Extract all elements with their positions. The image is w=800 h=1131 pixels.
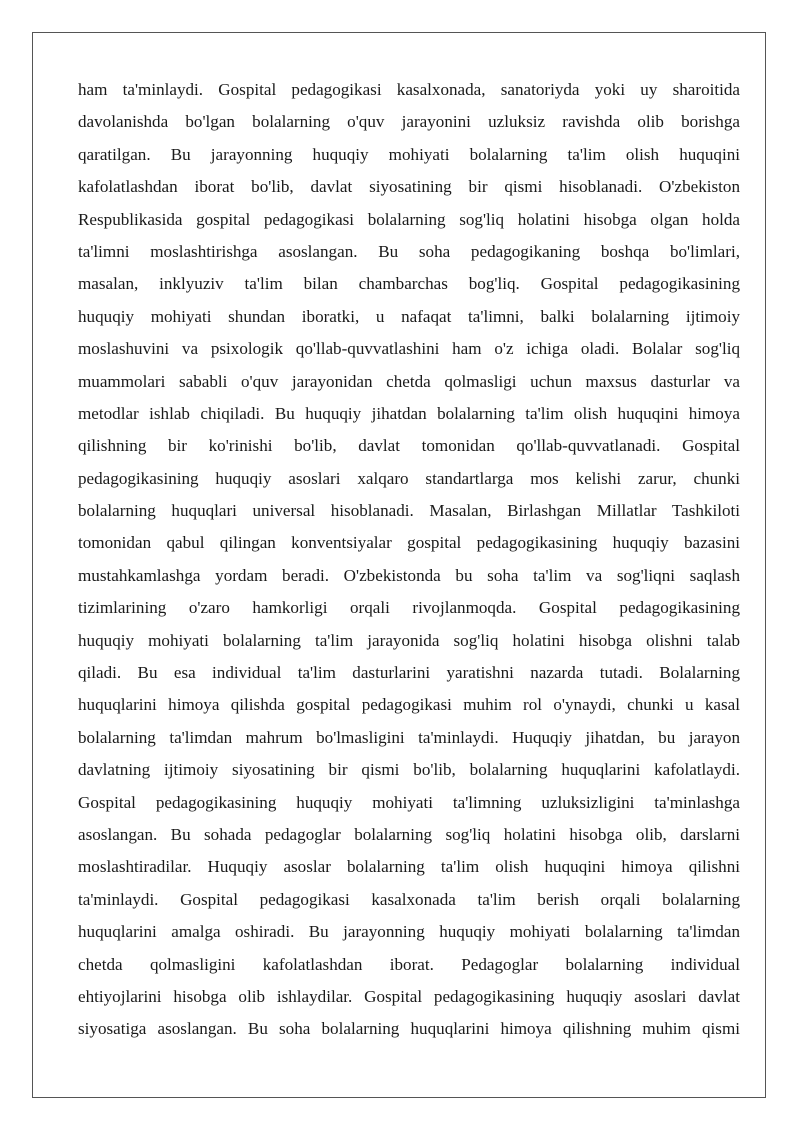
text-line: metodlar ishlab chiqiladi. Bu huquqiy jihatdan bolalarning ta'lim olish huquqini himoya <box>78 403 740 423</box>
body-paragraph <box>78 74 740 1046</box>
text-line: ta'limni moslashtirishga asoslangan. Bu soha pedagogikaning boshqa bo'limlari, <box>78 241 740 261</box>
text-line: moslashuvini va psixologik qo'llab-quvvatlashini ham o'z ichiga oladi. Bolalar sog'liq <box>78 339 740 359</box>
text-line: muammolari sababli o'quv jarayonidan chetda qolmasligi uchun maxsus dasturlar va <box>78 371 740 391</box>
text-line: masalan, inklyuziv ta'lim bilan chambarchas bog'liq. Gospital pedagogikasining <box>78 274 740 294</box>
text-line: kafolatlashdan iborat bo'lib, davlat siyosatining bir qismi hisoblanadi. O'zbekiston <box>78 177 740 197</box>
text-line: qilishning bir ko'rinishi bo'lib, davlat tomonidan qo'llab-quvvatlanadi. Gospital <box>78 436 740 456</box>
text-line: ehtiyojlarini hisobga olib ishlaydilar. Gospital pedagogikasining huquqiy asoslari davlat <box>78 986 740 1006</box>
text-line: ham ta'minlaydi. Gospital pedagogikasi kasalxonada, sanatoriyda yoki uy sharoitida <box>78 80 740 99</box>
text-line: moslashtiradilar. Huquqiy asoslar bolalarning ta'lim olish huquqini himoya qilishni <box>78 857 740 877</box>
text-line: qiladi. Bu esa individual ta'lim dasturlarini yaratishni nazarda tutadi. Bolalarning <box>78 663 740 683</box>
text-line: huquqiy mohiyati shundan iboratki, u nafaqat ta'limni, balki bolalarning ijtimoiy <box>78 306 740 326</box>
text-line: davlatning ijtimoiy siyosatining bir qismi bo'lib, bolalarning huquqlarini kafolatlaydi. <box>78 760 740 780</box>
text-line: bolalarning ta'limdan mahrum bo'lmasligini ta'minlaydi. Huquqiy jihatdan, bu jarayon <box>78 727 740 747</box>
text-line: tomonidan qabul qilingan konventsiyalar gospital pedagogikasining huquqiy bazasini <box>78 533 740 553</box>
text-line: davolanishda bo'lgan bolalarning o'quv jarayonini uzluksiz ravishda olib borishga <box>78 112 740 132</box>
text-line: siyosatiga asoslangan. Bu soha bolalarning huquqlarini himoya qilishning muhim qismi <box>78 1019 740 1039</box>
text-line: chetda qolmasligini kafolatlashdan iborat. Pedagoglar bolalarning individual <box>78 954 740 974</box>
text-line: tizimlarining o'zaro hamkorligi orqali rivojlanmoqda. Gospital pedagogikasining <box>78 598 740 618</box>
text-line: huquqiy mohiyati bolalarning ta'lim jarayonida sog'liq holatini hisobga olishni talab <box>78 630 740 650</box>
text-line: pedagogikasining huquqiy asoslari xalqaro standartlarga mos kelishi zarur, chunki <box>78 468 740 488</box>
text-line: Gospital pedagogikasining huquqiy mohiyati ta'limning uzluksizligini ta'minlashga <box>78 792 740 812</box>
text-line: bolalarning huquqlari universal hisoblanadi. Masalan, Birlashgan Millatlar Tashkiloti <box>78 501 740 521</box>
text-line: Respublikasida gospital pedagogikasi bolalarning sog'liq holatini hisobga olgan holda <box>78 209 740 229</box>
text-line: huquqlarini himoya qilishda gospital pedagogikasi muhim rol o'ynaydi, chunki u kasal <box>78 695 740 715</box>
text-line: ta'minlaydi. Gospital pedagogikasi kasalxonada ta'lim berish orqali bolalarning <box>78 889 740 909</box>
text-line: mustahkamlashga yordam beradi. O'zbekistonda bu soha ta'lim va sog'liqni saqlash <box>78 565 740 585</box>
text-line: qaratilgan. Bu jarayonning huquqiy mohiyati bolalarning ta'lim olish huquqini <box>78 144 740 164</box>
text-line: huquqlarini amalga oshiradi. Bu jarayonning huquqiy mohiyati bolalarning ta'limdan <box>78 922 740 942</box>
text-line: asoslangan. Bu sohada pedagoglar bolalarning sog'liq holatini hisobga olib, darslarni <box>78 824 740 844</box>
